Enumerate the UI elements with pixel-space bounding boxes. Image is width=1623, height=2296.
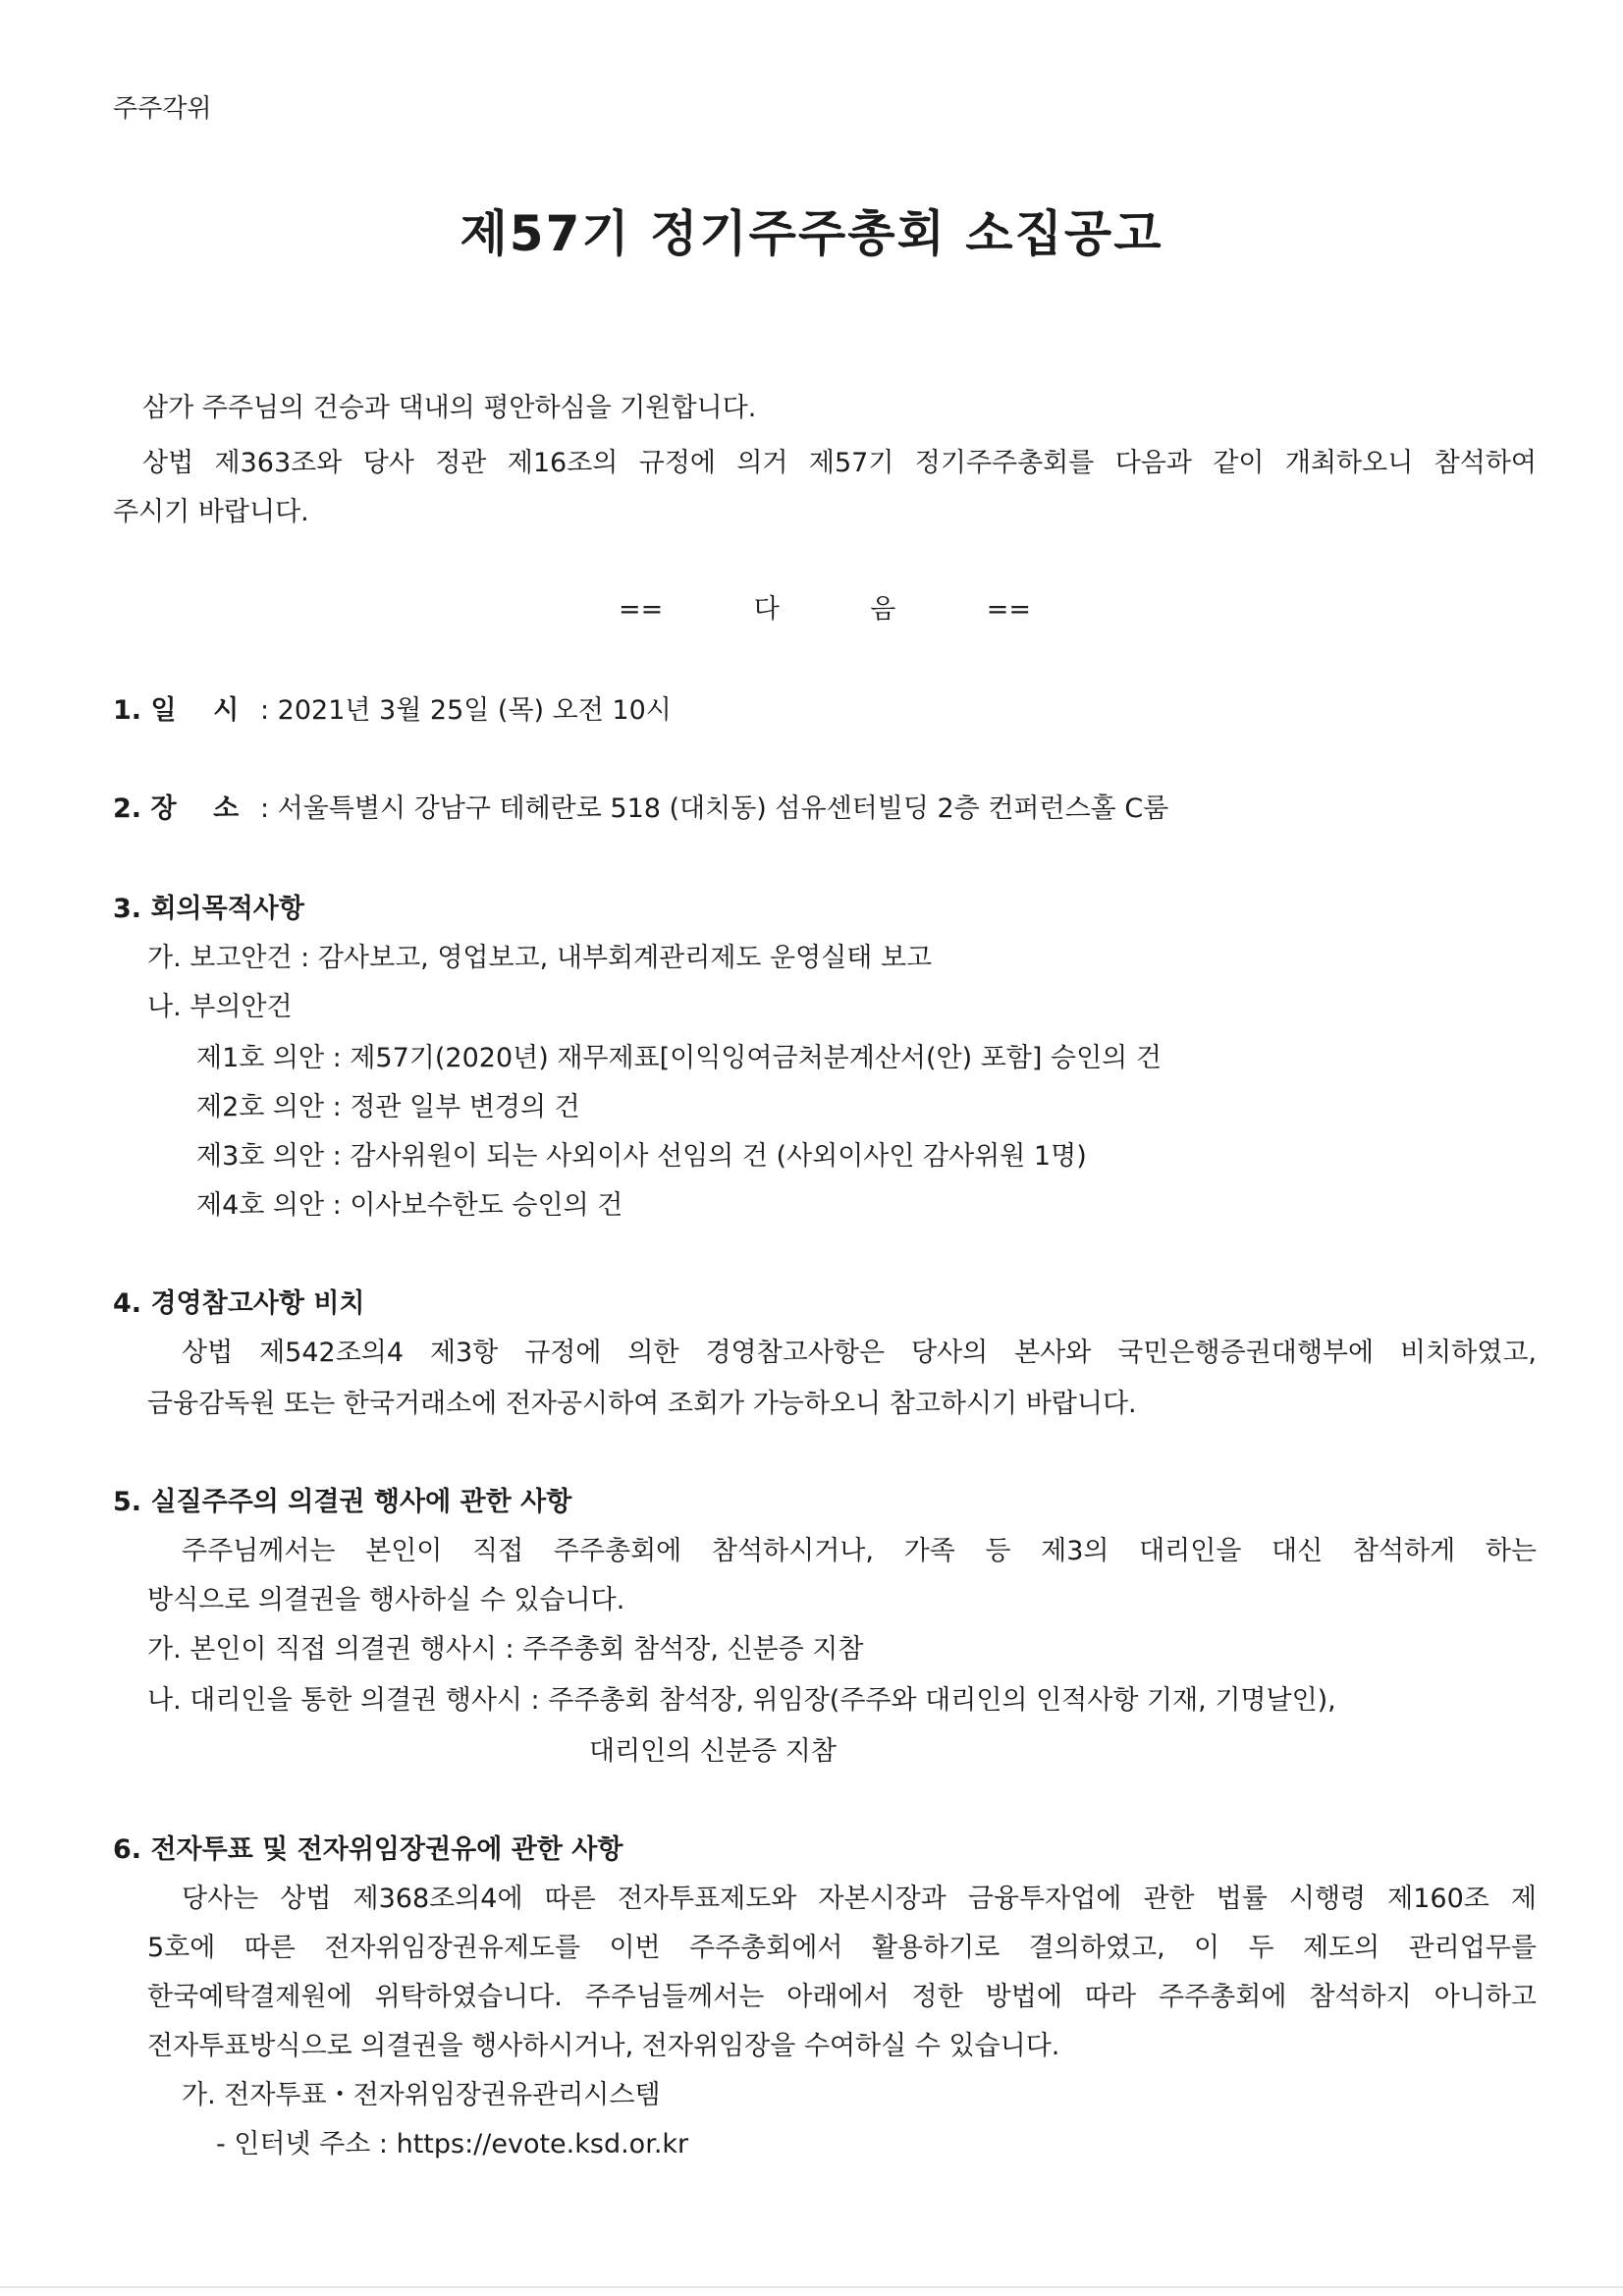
section-heading: 6. 전자투표 및 전자위임장권유에 관한 사항 bbox=[113, 1834, 623, 1865]
section-text: 당사는 상법 제368조의4에 따른 전자투표제도와 자본시장과 금융투자업에 관한 법률 시행령 제160조 제 bbox=[182, 1884, 1537, 1914]
notice-heading bbox=[619, 594, 1031, 626]
intro-line: 상법 제363조와 당사 정관 제16조의 규정에 의거 제57기 정기주주총회를 다음과 같이 개최하오니 참석하여 bbox=[142, 448, 1537, 478]
agenda-item: 제4호 의안 : 이사보수한도 승인의 건 bbox=[196, 1190, 623, 1221]
voting-method-cont: 대리인의 신분증 지참 bbox=[589, 1736, 837, 1767]
section-date bbox=[113, 695, 672, 727]
addressee: 주주각위 bbox=[113, 94, 212, 124]
page-title: 제57기 정기주주총회 소집공고 bbox=[460, 205, 1163, 262]
section-heading: 4. 경영참고사항 비치 bbox=[113, 1288, 365, 1319]
section-label: 1. 일 시 bbox=[113, 695, 240, 726]
section-text: 방식으로 의결권을 행사하실 수 있습니다. bbox=[147, 1585, 625, 1615]
evote-system: 가. 전자투표・전자위임장권유관리시스템 bbox=[182, 2080, 661, 2110]
agenda-report: 가. 보고안건 : 감사보고, 영업보고, 내부회계관리제도 운영실태 보고 bbox=[147, 943, 933, 973]
heading-mark: == bbox=[986, 594, 1031, 625]
intro-line: 주시기 바랍니다. bbox=[113, 497, 309, 527]
heading-char: 음 bbox=[870, 594, 896, 625]
section-text: 금융감독원 또는 한국거래소에 전자공시하여 조회가 가능하오니 참고하시기 바랍니다. bbox=[147, 1389, 1137, 1419]
intro-greeting: 삼가 주주님의 건승과 댁내의 평안하심을 기원합니다. bbox=[142, 393, 757, 423]
section-value: : 서울특별시 강남구 테헤란로 518 (대치동) 섬유센터빌딩 2층 컨퍼런스홀 C룸 bbox=[260, 793, 1169, 824]
section-heading: 5. 실질주주의 의결권 행사에 관한 사항 bbox=[113, 1487, 572, 1517]
agenda-item: 제3호 의안 : 감사위원이 되는 사외이사 선임의 건 (사외이사인 감사위원 1명) bbox=[196, 1141, 1087, 1172]
section-label: 2. 장 소 bbox=[113, 793, 240, 824]
voting-method: 가. 본인이 직접 의결권 행사시 : 주주총회 참석장, 신분증 지참 bbox=[147, 1634, 864, 1665]
section-text: 한국예탁결제원에 위탁하였습니다. 주주님들께서는 아래에서 정한 방법에 따라 주주총회에 참석하지 아니하고 bbox=[147, 1982, 1537, 2012]
section-text: 5호에 따른 전자위임장권유제도를 이번 주주총회에서 활용하기로 결의하였고, 이 두 제도의 관리업무를 bbox=[147, 1933, 1537, 1963]
agenda-item: 제2호 의안 : 정관 일부 변경의 건 bbox=[196, 1092, 580, 1122]
heading-char: 다 bbox=[753, 594, 780, 625]
section-value: : 2021년 3월 25일 (목) 오전 10시 bbox=[260, 695, 672, 726]
section-heading: 3. 회의목적사항 bbox=[113, 894, 304, 924]
section-text: 전자투표방식으로 의결권을 행사하시거나, 전자위임장을 수여하실 수 있습니다. bbox=[147, 2031, 1060, 2061]
agenda-resolution: 나. 부의안건 bbox=[147, 992, 293, 1022]
voting-method: 나. 대리인을 통한 의결권 행사시 : 주주총회 참석장, 위임장(주주와 대리인의 인적사항 기재, 기명날인), bbox=[147, 1685, 1336, 1716]
heading-mark: == bbox=[619, 594, 664, 625]
section-text: 상법 제542조의4 제3항 규정에 의한 경영참고사항은 당사의 본사와 국민은행증권대행부에 비치하였고, bbox=[182, 1338, 1537, 1368]
section-text: 주주님께서는 본인이 직접 주주총회에 참석하시거나, 가족 등 제3의 대리인을 대신 참석하게 하는 bbox=[182, 1536, 1537, 1566]
agenda-item: 제1호 의안 : 제57기(2020년) 재무제표[이익잉여금처분계산서(안) 포함] 승인의 건 bbox=[196, 1043, 1162, 1073]
section-venue bbox=[113, 793, 1168, 825]
evote-url: - 인터넷 주소 : https://evote.ksd.or.kr bbox=[216, 2129, 689, 2159]
page-bottom-edge bbox=[0, 2286, 1623, 2288]
